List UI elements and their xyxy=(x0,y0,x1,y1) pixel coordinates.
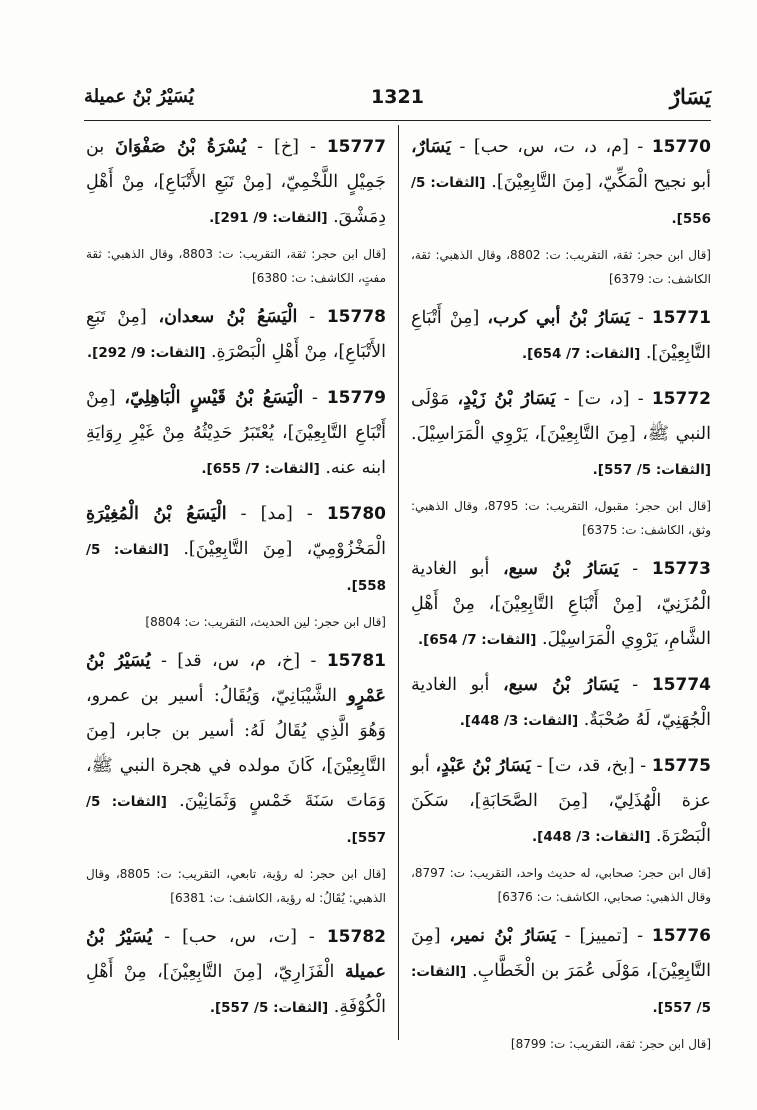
entry-note: [قال ابن حجر: له رؤية، تابعي، التقريب: ت: 8805، وقال الذهبي: يُقَالُ: له رؤية، الكاشف: ت: 6381] xyxy=(86,867,386,905)
left-column xyxy=(86,130,386,1036)
biography-entry xyxy=(411,919,711,1026)
entry-number: 15781 xyxy=(326,651,386,671)
entry-citation: [الثقات: 7/ 654]. xyxy=(418,632,537,648)
entry-citation: [الثقات: 5/ 556]. xyxy=(411,175,711,227)
entry-text: [مِنْ تَبَعِ الأَتْبَاعِ]، مِنْ أَهْلِ الْبَصْرَةِ. xyxy=(86,307,386,362)
entry-name: الْيَسَعُ بْنُ قَيْسٍ الْبَاهِلِيّ، xyxy=(124,388,304,408)
entry-text: أبو نجيح الْمَكِّيّ، [مِنَ التَّابِعِيْنَ]. xyxy=(485,172,711,192)
entry-number: 15774 xyxy=(651,675,711,695)
entry-name: يَسَارُ بْنُ سبع، xyxy=(503,559,619,579)
entry-codes: - [مد] - xyxy=(226,504,327,524)
biography-entry xyxy=(411,382,711,488)
entry-name: الْيَسَعُ بْنُ سعدان، xyxy=(158,307,298,327)
biography-entry xyxy=(86,300,386,371)
entry-text: بن جَمِيْلٍ اللَّخْمِيّ، [مِنْ تَبَعِ الأَتْبَاعِ]، مِنْ أَهْلِ دِمَشْقَ. xyxy=(86,137,386,227)
entry-note: [قال ابن حجر: ثقة، التقريب: ت: 8799] xyxy=(510,1037,711,1051)
entry-name: يُسَيْرُ بْنُ عَمْرٍو xyxy=(86,651,386,706)
entry-codes: - [خ] - xyxy=(246,137,327,157)
entry-citation: [الثقات: 5/ 557]. xyxy=(86,794,386,846)
entry-codes: - [بخ، قد، ت] - xyxy=(530,756,652,776)
entry-note: [قال ابن حجر: مقبول، التقريب: ت: 8795، وقال الذهبي: وثق، الكاشف: ت: 6375] xyxy=(411,499,711,537)
entry-name: يُسَيْرُ بْنُ عميلة xyxy=(86,927,386,982)
biography-entry xyxy=(86,130,386,236)
entry-text: [مِنْ أَتْبَاعِ التَّابِعِيْنَ]، يُعْتَبَرُ حَدِيْثُهُ مِنْ غَيْرِ رِوَايَةِ ابنه عنه. xyxy=(86,388,386,478)
entry-note: [قال ابن حجر: ثقة، التقريب: ت: 8803، وقال الذهبي: ثقة مفتٍ، الكاشف: ت: 6380] xyxy=(86,247,386,285)
entry-text: الشَّيْبَانِيّ، وَيُقَالُ: أسير بن عمرو، وَهُوَ الَّذِي يُقَالُ لَهُ: أسير بن جابر، [مِنَ التَّابِعِيْنَ]، كَانَ مولده في هجرة النبي ﷺ، وَمَاتَ سَنَةَ خَمْسٍ وَثَمَانِيْنَ. xyxy=(86,686,387,811)
entry-text: أبو الغادية الْجُهَنِيّ، لَهُ صُحْبَةٌ. xyxy=(411,675,711,730)
page-number: 1321 xyxy=(371,86,424,108)
entry-citation: [الثقات: 9/ 291]. xyxy=(209,210,328,226)
entry-note: [قال ابن حجر: صحابي، له حديث واحد، التقريب: ت: 8797، وقال الذهبي: صحابي، الكاشف: ت: 6376] xyxy=(411,866,711,904)
entry-name: يَسَارُ بْنُ سبع، xyxy=(503,675,619,695)
entry-text: مَوْلَى النبي ﷺ، [مِنَ التَّابِعِيْنَ]، يَرْوِي الْمَرَاسِيْلَ. xyxy=(411,389,711,444)
running-header xyxy=(84,80,711,120)
entry-codes: - [تمييز] - xyxy=(556,926,652,946)
entry-citation: [الثقات: 3/ 448]. xyxy=(532,829,651,845)
entry-codes: - [م، د، ت، س، حب] - xyxy=(450,137,652,157)
entry-number: 15770 xyxy=(651,137,711,157)
entry-citation: [الثقات: 9/ 292]. xyxy=(87,345,206,361)
header-left-title: يُسَيْرُ بْنُ عميلة xyxy=(84,86,194,107)
entry-number: 15782 xyxy=(326,927,386,947)
entry-number: 15775 xyxy=(651,756,712,776)
biography-entry xyxy=(411,301,711,372)
entry-number: 15776 xyxy=(651,926,712,946)
entry-codes: - [ت، س، حب] - xyxy=(152,927,327,947)
entry-number: 15779 xyxy=(326,388,386,408)
entry-text: الْمَخْزُوْمِيّ، [مِنَ التَّابِعِيْنَ]. xyxy=(168,539,386,559)
entry-codes: - xyxy=(297,307,327,327)
entry-citation: [الثقات: 7/ 654]. xyxy=(521,346,641,362)
entry-citation: [الثقات: 5/ 557]. xyxy=(592,462,711,478)
entry-text: أبو الغادية الْمُزَنِيّ، [مِنْ أَتْبَاعِ التَّابِعِيْنَ]، مِنْ أَهْلِ الشَّامِ، يَرْوِي الْمَرَاسِيْلَ. xyxy=(411,559,711,649)
biography-entry xyxy=(411,749,711,855)
entry-name: الْيَسَعُ بْنُ الْمُغِيْرَةِ xyxy=(86,504,227,524)
entry-number: 15780 xyxy=(326,504,386,524)
entry-codes: - xyxy=(618,675,652,695)
biography-entry xyxy=(411,130,711,237)
biography-entry xyxy=(86,644,386,856)
right-column xyxy=(411,130,711,1066)
entry-name: يَسَارُ بْنُ زَيْدٍ، xyxy=(457,389,556,409)
entry-name: يُسْرَةُ بْنُ صَفْوَانَ xyxy=(115,137,247,157)
entry-note: [قال ابن حجر: لين الحديث، التقريب: ت: 8804] xyxy=(145,615,386,629)
entry-codes: - xyxy=(629,308,652,328)
entry-note: [قال ابن حجر: ثقة، التقريب: ت: 8802، وقال الذهبي: ثقة، الكاشف: ت: 6379] xyxy=(411,248,711,286)
entry-citation: [الثقات: 5/ 557]. xyxy=(411,964,711,1016)
biography-entry xyxy=(411,552,711,658)
entry-text: [مِنَ التَّابِعِيْنَ]، مَوْلَى عُمَرَ بن الْخَطَّابِ. xyxy=(411,926,711,981)
entry-citation: [الثقات: 3/ 448]. xyxy=(459,713,579,729)
entry-citation: [الثقات: 5/ 558]. xyxy=(86,542,386,594)
biography-entry xyxy=(86,497,386,604)
entry-codes: - [د، ت] - xyxy=(555,389,652,409)
header-right-title: يَسَارٌ xyxy=(669,84,711,109)
entry-number: 15778 xyxy=(326,307,386,327)
entry-number: 15773 xyxy=(651,559,711,579)
column-divider xyxy=(398,125,399,1040)
entry-text: الْفَزَارِيّ، [مِنَ التَّابِعِيْنَ]، مِنْ أَهْلِ الْكُوْفَةِ. xyxy=(86,962,386,1017)
entry-codes: - [خ، م، س، قد] - xyxy=(150,651,327,671)
entry-name: يَسَارُ بْنُ عَبْدٍ، xyxy=(435,756,531,776)
entry-number: 15772 xyxy=(651,389,711,409)
entry-text: أبو عزة الْهُذَلِيّ، [مِنَ الصَّحَابَةِ]، سَكَنَ الْبَصْرَةَ. xyxy=(411,756,711,846)
entry-name: يَسَارُ بْنُ نمير، xyxy=(449,926,556,946)
biography-entry xyxy=(86,920,386,1026)
entry-number: 15777 xyxy=(326,137,386,157)
biography-entry xyxy=(86,381,386,487)
entry-codes: - xyxy=(618,559,652,579)
entry-text: [مِنْ أَتْبَاعِ التَّابِعِيْنَ]. xyxy=(411,308,711,363)
biography-entry xyxy=(411,668,711,739)
entry-number: 15771 xyxy=(651,308,711,328)
entry-citation: [الثقات: 7/ 655]. xyxy=(201,461,320,477)
entry-citation: [الثقات: 5/ 557]. xyxy=(209,1000,329,1016)
entry-name: يَسَارٌ، xyxy=(411,137,451,157)
header-rule xyxy=(84,120,711,121)
entry-codes: - xyxy=(303,388,327,408)
entry-name: يَسَارُ بْنُ أبي كرب، xyxy=(487,308,630,328)
